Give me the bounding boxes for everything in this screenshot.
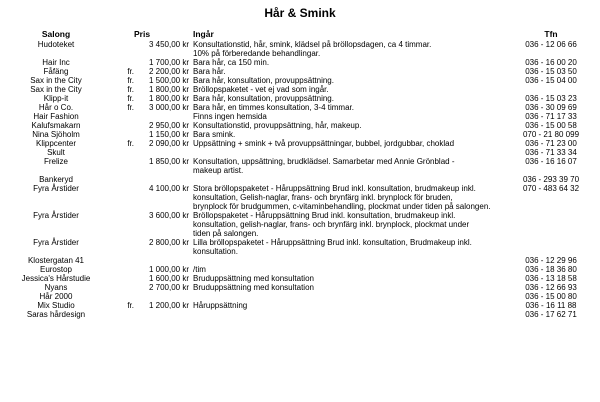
phone-cell: 036 - 15 04 00 [525,76,577,85]
salong-cell: Nina Sjöholm [32,130,80,139]
includes-line: konsultation, Gelish-naglar, frans- och brynfärg inkl. brynplock för bruden, [193,193,453,202]
from-prefix-cell [112,175,134,184]
phone-cell: 036 - 12 06 66 [525,40,577,49]
includes-cell [191,130,498,139]
salong-cell: Hudoteket [37,40,75,49]
table-row [0,148,600,157]
price-cell [134,256,191,265]
price-cell [134,310,191,319]
phone-cell: 036 - 293 39 70 [522,175,580,184]
phone-cell: 036 - 15 00 80 [525,292,577,301]
salong-cell: Frelize [43,157,68,166]
price-cell: 3 000,00 kr [148,103,189,112]
salon-table [0,30,600,319]
from-prefix-cell [112,238,134,256]
from-prefix-cell: fr. [127,76,134,85]
salong-cell: Jessica's Hårstudie [21,274,91,283]
table-row [0,121,600,130]
table-body [0,40,600,319]
includes-cell [191,175,498,184]
from-prefix-cell [112,184,134,211]
salong-cell: Bankeryd [39,175,73,184]
price-cell: 1 600,00 kr [148,274,189,283]
phone-cell [498,238,600,256]
includes-cell [191,67,498,76]
includes-line: Konsultationstid, hår, smink, klädsel på bröllopsdagen, ca 4 timmar. [193,40,432,49]
includes-cell [191,301,498,310]
price-cell: 1 800,00 kr [148,94,189,103]
from-prefix-cell [112,112,134,121]
page-title: Hår & Smink [264,6,336,20]
price-cell: 1 150,00 kr [148,130,189,139]
salong-cell: Hair Fashion [33,112,79,121]
header-ingar: Ingår [193,29,214,39]
from-prefix-cell [112,274,134,283]
phone-cell: 036 - 12 66 93 [525,283,577,292]
price-cell: 2 950,00 kr [148,121,189,130]
includes-cell [191,157,498,175]
phone-cell: 036 - 71 17 33 [525,112,577,121]
price-cell: 2 090,00 kr [148,139,189,148]
from-prefix-cell: fr. [127,139,134,148]
table-row [0,58,600,67]
from-prefix-cell [112,130,134,139]
includes-line: Bröllopspaketet - vet ej vad som ingår. [193,85,329,94]
from-prefix-cell [112,211,134,238]
includes-line: Bara hår, konsultation, provuppsättning. [193,94,334,103]
phone-cell: 036 - 30 09 69 [525,103,577,112]
price-cell: 1 500,00 kr [148,76,189,85]
salong-cell: Skult [47,148,65,157]
price-cell [134,148,191,157]
includes-cell [191,184,498,211]
phone-cell: 036 - 16 16 07 [525,157,577,166]
phone-cell: 036 - 71 23 00 [525,139,577,148]
includes-line: Bara hår. [193,67,226,76]
includes-cell [191,58,498,67]
salong-cell: Klipp-it [43,94,69,103]
phone-cell: 036 - 16 11 88 [525,301,577,310]
salong-cell: Hår 2000 [39,292,73,301]
salong-cell: Fyra Årstider [33,238,79,247]
includes-line: Bara smink. [193,130,236,139]
price-cell [134,112,191,121]
from-prefix-cell: fr. [127,301,134,310]
table-row [0,184,600,211]
table-row [0,238,600,256]
from-prefix-cell [112,148,134,157]
includes-line: brynplock för brudgummen, c-vitaminbehandling, plockmat under tiden på salongen. [193,202,491,211]
from-prefix-cell [112,292,134,301]
header-salong: Salong [41,29,71,39]
from-prefix-cell [112,265,134,274]
phone-cell: 036 - 17 62 71 [525,310,577,319]
from-prefix-cell [112,283,134,292]
salong-cell: Eurostop [39,265,73,274]
includes-line: konsultation. [193,247,238,256]
salong-cell: Fåfäng [43,67,69,76]
phone-cell: 036 - 15 03 23 [525,94,577,103]
header-pris: Pris [134,29,151,39]
from-prefix-cell [112,310,134,319]
phone-cell: 036 - 18 36 80 [525,265,577,274]
includes-cell [191,283,498,292]
includes-cell [191,121,498,130]
includes-line: Stora bröllopspaketet - Håruppsättning Brud inkl. konsultation, brudmakeup inkl. [193,184,476,193]
includes-line: Konsultationstid, provuppsättning, hår, makeup. [193,121,362,130]
phone-cell: 036 - 13 18 58 [525,274,577,283]
table-header-row [0,30,600,40]
includes-cell [191,139,498,148]
from-prefix-cell [112,121,134,130]
salong-cell: Fyra Årstider [33,184,79,193]
price-cell [134,175,191,184]
price-cell: 3 600,00 kr [148,211,189,220]
salong-cell: Sax in the City [30,76,82,85]
table-row [0,85,600,94]
header-fr [112,30,134,40]
salong-cell: Klostergatan 41 [27,256,85,265]
price-cell: 1 200,00 kr [148,301,189,310]
includes-cell [191,76,498,85]
table-row [0,256,600,265]
price-cell [134,292,191,301]
price-cell: 2 800,00 kr [148,238,189,247]
price-cell: 2 700,00 kr [148,283,189,292]
table-row [0,130,600,139]
salong-cell: Hår o Co. [38,103,74,112]
includes-cell [191,256,498,265]
includes-cell [191,85,498,94]
includes-cell [191,265,498,274]
table-row [0,112,600,121]
from-prefix-cell [112,40,134,58]
phone-cell [498,85,600,94]
salong-cell: Mix Studio [37,301,75,310]
table-row [0,67,600,76]
salong-cell: Saras hårdesign [26,310,86,319]
price-cell: 2 200,00 kr [148,67,189,76]
includes-cell [191,211,498,238]
table-row [0,40,600,58]
from-prefix-cell [112,157,134,175]
from-prefix-cell: fr. [127,67,134,76]
includes-line: makeup artist. [193,166,244,175]
table-row [0,139,600,148]
price-cell: 4 100,00 kr [148,184,189,193]
includes-line: Bruduppsättning med konsultation [193,274,314,283]
phone-cell: 036 - 15 03 50 [525,67,577,76]
salong-cell: Sax in the City [30,85,82,94]
from-prefix-cell: fr. [127,103,134,112]
table-row [0,310,600,319]
price-cell: 1 000,00 kr [148,265,189,274]
includes-line: tiden på salongen. [193,229,259,238]
price-cell: 1 850,00 kr [148,157,189,166]
salong-cell: Fyra Årstider [33,211,79,220]
from-prefix-cell [112,58,134,67]
table-row [0,265,600,274]
table-row [0,274,600,283]
includes-cell [191,148,498,157]
includes-line: Konsultation, uppsättning, brudklädsel. Samarbetar med Annie Grönblad - [193,157,455,166]
includes-cell [191,40,498,58]
table-row [0,175,600,184]
includes-line: Bara hår, ca 150 min. [193,58,270,67]
table-row [0,76,600,85]
includes-cell [191,103,498,112]
price-cell: 3 450,00 kr [148,40,189,49]
table-row [0,283,600,292]
header-tfn: Tfn [544,29,558,39]
includes-line: Bröllopspaketet - Håruppsättning Brud inkl. konsultation, brudmakeup inkl. [193,211,456,220]
includes-line: 10% på förberedande behandlingar. [193,49,321,58]
from-prefix-cell: fr. [127,94,134,103]
salong-cell: Nyans [44,283,68,292]
phone-cell [498,211,600,238]
salong-cell: Hair Inc [42,58,70,67]
includes-cell [191,238,498,256]
includes-line: Håruppsättning [193,301,248,310]
table-row [0,292,600,301]
phone-cell: 070 - 21 80 099 [522,130,580,139]
phone-cell: 036 - 71 33 34 [525,148,577,157]
from-prefix-cell [112,256,134,265]
phone-cell: 036 - 16 00 20 [525,58,577,67]
includes-line: /tim [193,265,206,274]
salong-cell: Klippcenter [35,139,77,148]
includes-line: Bara hår, konsultation, provuppsättning. [193,76,334,85]
includes-cell [191,274,498,283]
includes-cell [191,310,498,319]
from-prefix-cell: fr. [127,85,134,94]
includes-cell [191,94,498,103]
table-row [0,94,600,103]
includes-line: Uppsättning + smink + två provuppsättningar, bubbel, jordgubbar, choklad [193,139,455,148]
includes-line: Lilla bröllopspaketet - Håruppsättning Brud inkl. konsultation, Brudmakeup inkl. [193,238,472,247]
price-cell: 1 700,00 kr [148,58,189,67]
table-row [0,157,600,175]
salong-cell: Kalufsmakarn [31,121,81,130]
includes-line: Bara hår, en timmes konsultation, 3-4 timmar. [193,103,354,112]
includes-line: Bruduppsättning med konsultation [193,283,314,292]
table-row [0,211,600,238]
includes-cell [191,292,498,301]
price-cell: 1 800,00 kr [148,85,189,94]
table-row [0,103,600,112]
phone-cell: 070 - 483 64 32 [522,184,580,193]
includes-line: Finns ingen hemsida [193,112,267,121]
table-row [0,301,600,310]
phone-cell: 036 - 12 29 96 [525,256,577,265]
includes-line: konsultation, gelish-naglar, frans- och brynfärg inkl. brynplock, plockmat under [193,220,470,229]
includes-cell [191,112,498,121]
phone-cell: 036 - 15 00 58 [525,121,577,130]
